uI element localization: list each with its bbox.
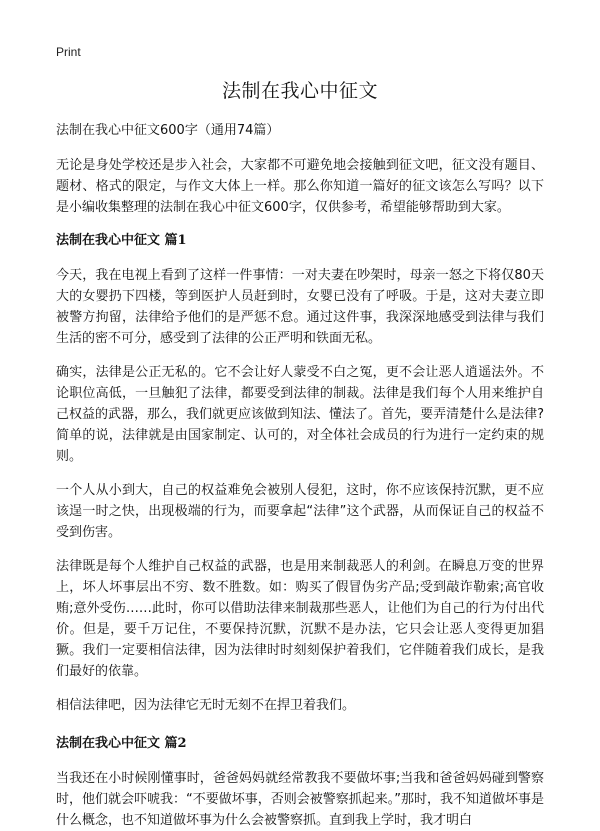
body-paragraph: 相信法律吧，因为法律它无时无刻不在捍卫着我们。 <box>56 698 356 713</box>
intro-paragraph: 无论是身处学校还是步入社会，大家都不可避免地会接触到征文吧，征文没有题目、题材、格式的限定，与作文大体上一样。那么你知道一篇好的征文该怎么写吗？以下是小编收集整理的法制在我心中征文600字，仅供参考，希望能够帮助到大家。 <box>56 158 544 215</box>
body-paragraph: 法律既是每个人维护自己权益的武器，也是用来制裁恶人的利剑。在瞬息万变的世界上，坏人坏事层出不穷、数不胜数。如：购买了假冒伪劣产品;受到敲诈勒索;高官收贿;意外受伤……此时，你可以借助法律来制裁那些恶人，让他们为自己的行为付出代价。但是，要千万记住，不要保持沉默，沉默不是办法，它只会让恶人变得更加猖獗。我们一定要相信法律，因为法律时时刻刻保护着我们，它伴随着我们成长，是我们最好的依靠。 <box>56 559 544 679</box>
page-title: 法制在我心中征文 <box>221 80 378 102</box>
body-paragraph: 一个人从小到大，自己的权益难免会被别人侵犯，这时，你不应该保持沉默，更不应该逞一时之快，出现极端的行为，而要拿起“法律”这个武器，从而保证自己的权益不受到伤害。 <box>56 483 544 540</box>
body-paragraph: 今天，我在电视上看到了这样一件事情：一对夫妻在吵架时，母亲一怒之下将仅80天大的女婴扔下四楼，等到医护人员赶到时，女婴已没有了呼吸。于是，这对夫妻立即被警方拘留，法律给予他们的是严惩不怠。通过这件事，我深深地感受到法律与我们生活的密不可分，感受到了法律的公正严明和铁面无私。 <box>56 268 544 346</box>
essay-section-2 <box>56 734 544 831</box>
document-subtitle: 法制在我心中征文600字（通用74篇） <box>56 123 280 138</box>
section-heading: 法制在我心中征文 篇2 <box>56 736 187 751</box>
body-paragraph: 确实，法律是公正无私的。它不会让好人蒙受不白之冤，更不会让恶人逍遥法外。不论职位高低，一旦触犯了法律，都要受到法律的制裁。法律是我们每个人用来维护自己权益的武器，那么，我们就更应该做到知法、懂法了。首先，要弄清楚什么是法律?简单的说，法律就是由国家制定、认可的，对全体社会成员的行为进行一定约束的规则。 <box>56 365 544 464</box>
print-link[interactable]: Print <box>56 45 81 59</box>
section-heading: 法制在我心中征文 篇1 <box>56 233 187 248</box>
essay-section-1 <box>56 231 544 716</box>
body-paragraph: 当我还在小时候刚懂事时，爸爸妈妈就经常教我不要做坏事;当我和爸爸妈妈碰到警察时，他们就会吓唬我：“不要做坏事，否则会被警察抓起来。”那时，我不知道做坏事是什么概念，也不知道做坏事为什么会被警察抓。直到我上学时，我才明白 <box>56 771 544 828</box>
